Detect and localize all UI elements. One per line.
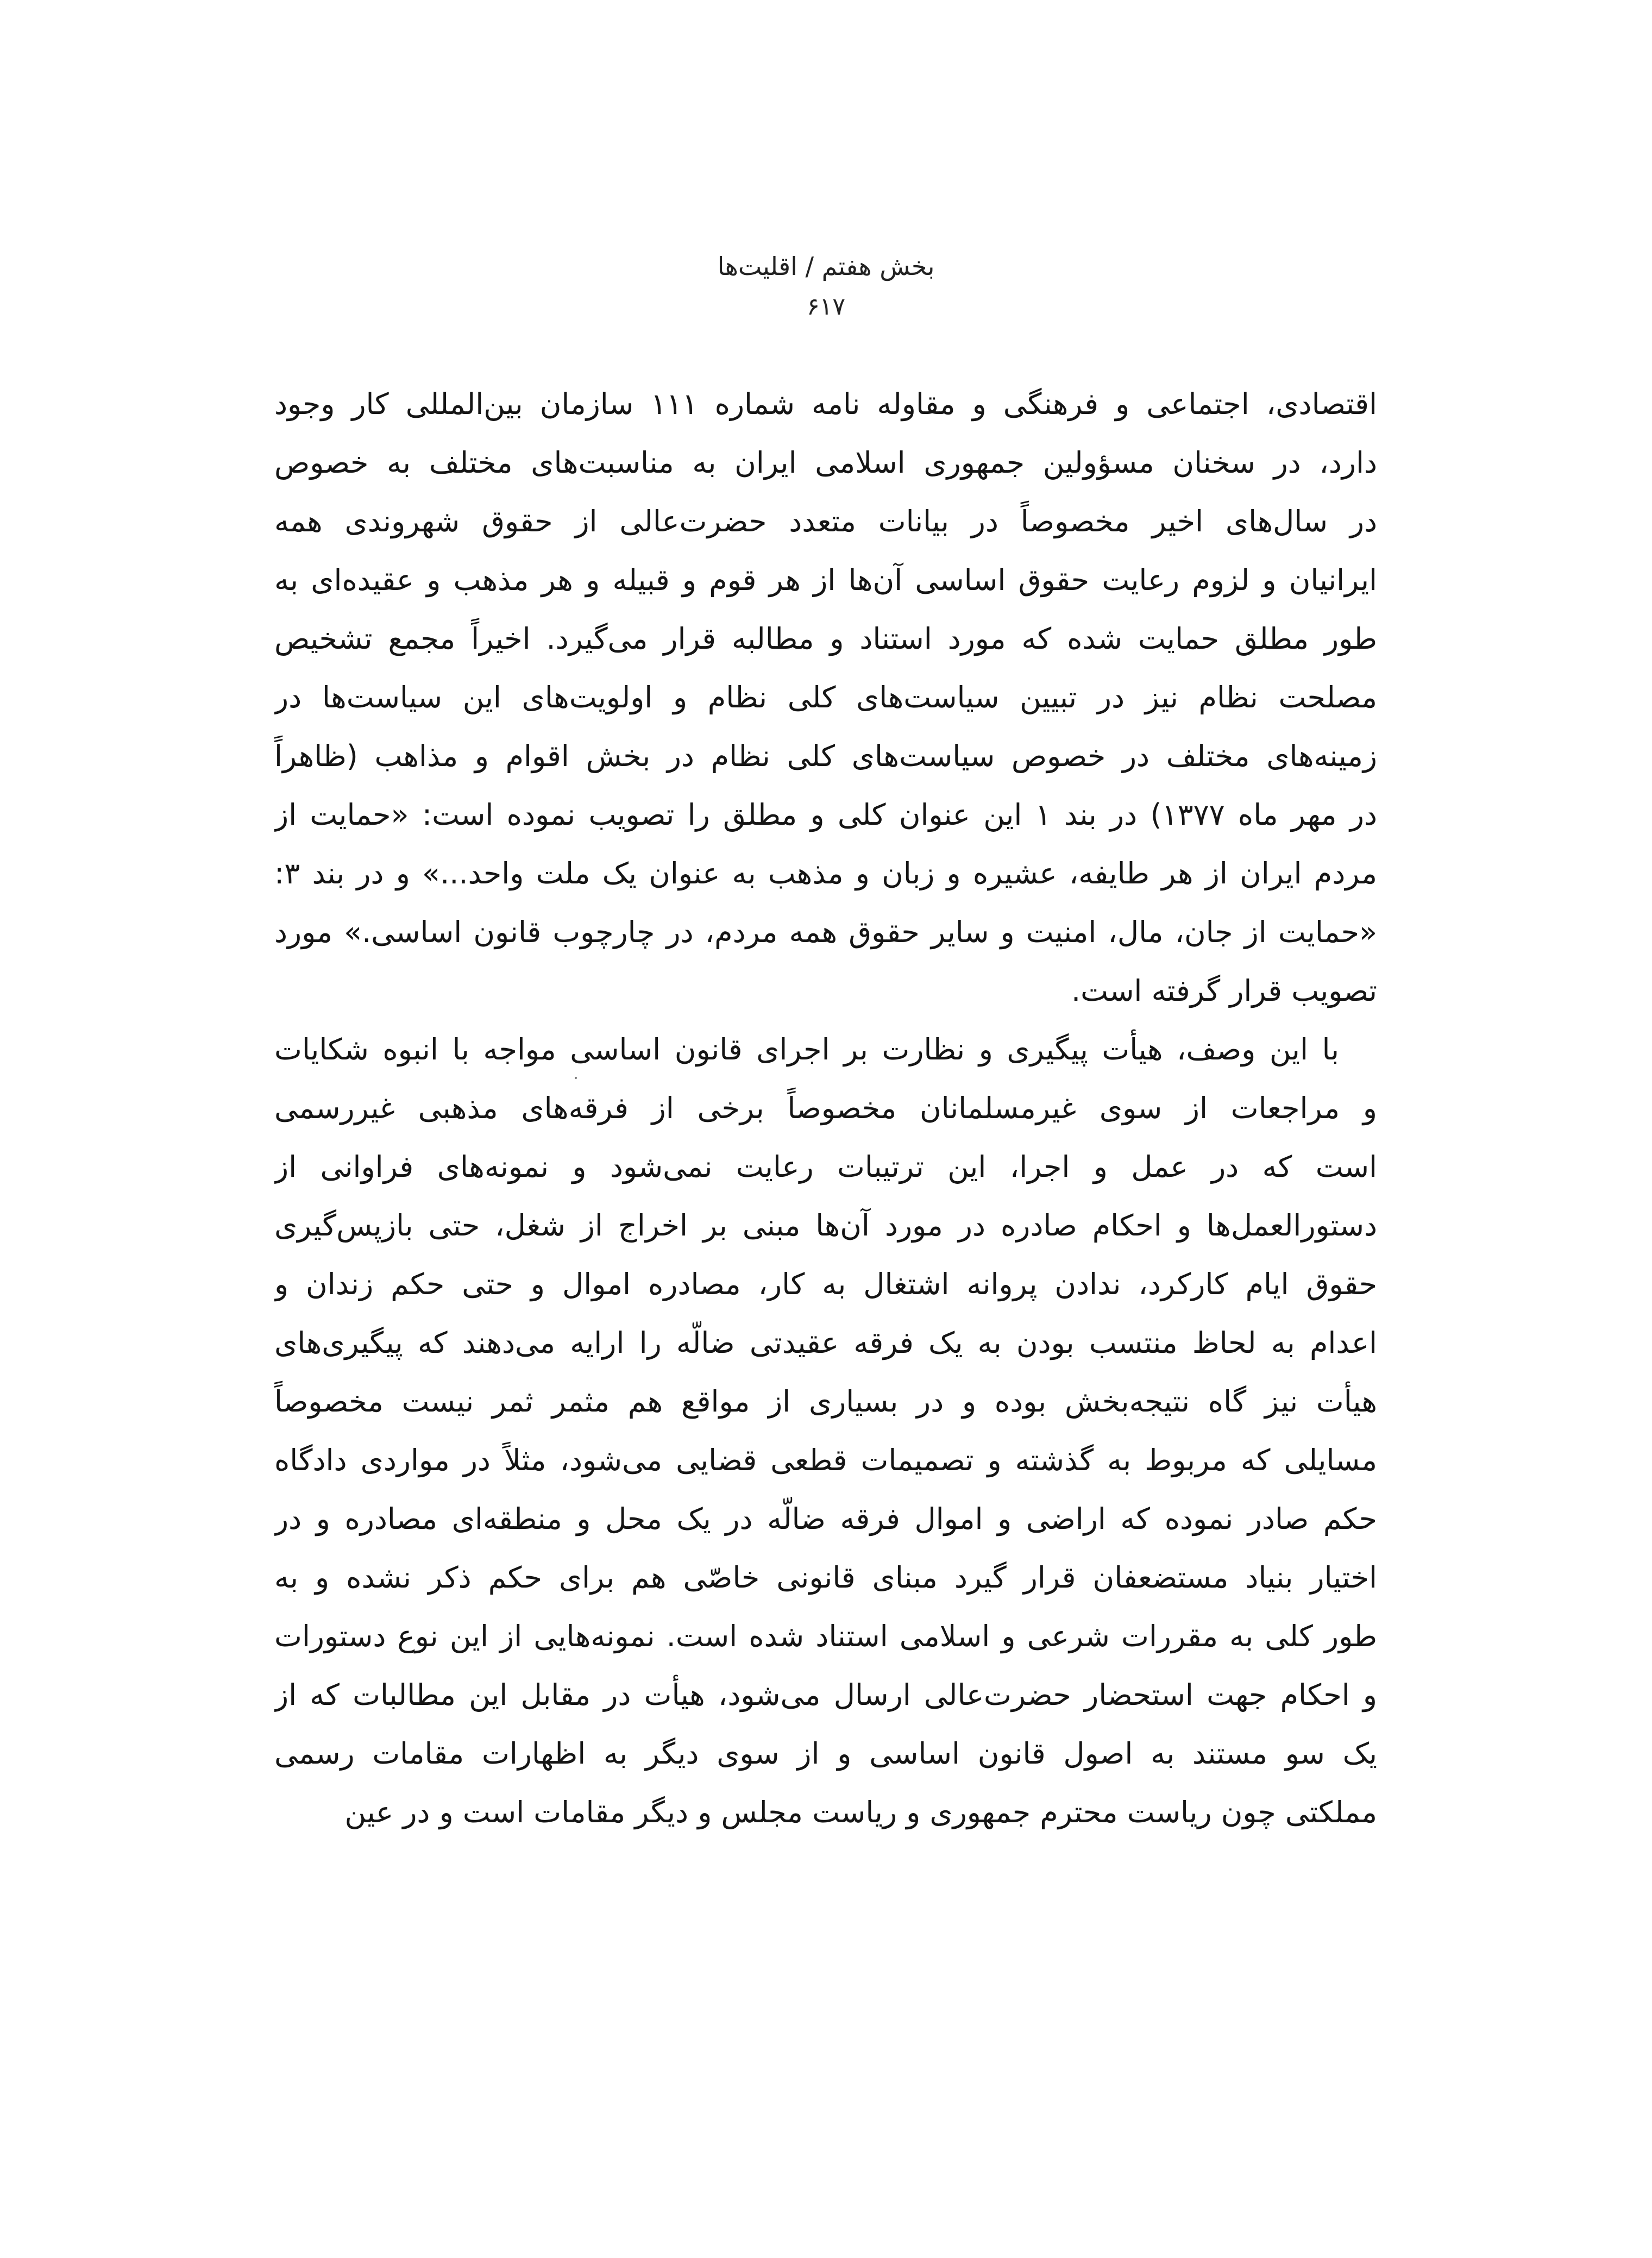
text-line: طور مطلق حمایت شده که مورد استناد و مطالبه قرار می‌گیرد. اخیراً مجمع تشخیص xyxy=(274,622,1377,656)
text-line: حقوق ایام کارکرد، ندادن پروانه اشتغال به کار، مصادره اموال و حتی حکم زندان و xyxy=(274,1267,1377,1301)
text-line: اقتصادی، اجتماعی و فرهنگی و مقاوله نامه شماره ۱۱۱ سازمان بین‌المللی کار وجود xyxy=(274,387,1377,421)
text-line: در سال‌های اخیر مخصوصاً در بیانات متعدد حضرت‌عالی از حقوق شهروندی همه xyxy=(274,504,1377,538)
paragraph-2 xyxy=(274,1020,1377,1842)
paragraph-1 xyxy=(274,375,1377,1020)
text-line: تصویب قرار گرفته است. xyxy=(1071,974,1377,1008)
text-line: هیأت نیز گاه نتیجه‌بخش بوده و در بسیاری از مواقع هم مثمر ثمر نیست مخصوصاً xyxy=(274,1384,1377,1419)
body-text xyxy=(274,375,1377,1842)
text-line: ایرانیان و لزوم رعایت حقوق اساسی آن‌ها از هر قوم و قبیله و هر مذهب و عقیده‌ای به xyxy=(274,563,1377,597)
page-number: ۶۱۷ xyxy=(807,293,845,321)
running-header xyxy=(0,247,1652,325)
text-line: دارد، در سخنان مسؤولین جمهوری اسلامی ایران به مناسبت‌های مختلف به خصوص xyxy=(274,446,1377,480)
text-line: طور کلی به مقررات شرعی و اسلامی استناد شده است. نمونه‌هایی از این نوع دستورات xyxy=(274,1619,1377,1653)
text-line: حکم صادر نموده که اراضی و اموال فرقه ضالّه در یک محل و منطقه‌ای مصادره و در xyxy=(274,1502,1377,1536)
text-line: است که در عمل و اجرا، این ترتیبات رعایت نمی‌شود و نمونه‌های فراوانی از xyxy=(274,1150,1377,1184)
scan-speck xyxy=(575,1077,577,1079)
text-line: مصلحت نظام نیز در تبیین سیاست‌های کلی نظام و اولویت‌های این سیاست‌ها در xyxy=(274,680,1377,714)
text-line: و مراجعات از سوی غیرمسلمانان مخصوصاً برخی از فرقه‌های مذهبی غیررسمی xyxy=(274,1091,1377,1125)
text-line: در مهر ماه ۱۳۷۷) در بند ۱ این عنوان کلی و مطلق را تصویب نموده است: «حمایت از xyxy=(274,798,1377,832)
text-line: با این وصف، هیأت پیگیری و نظارت بر اجرای قانون اساسی مواجه با انبوه شکایات xyxy=(274,1032,1339,1067)
text-line: مسایلی که مربوط به گذشته و تصمیمات قطعی قضایی می‌شود، مثلاً در مواردی دادگاه xyxy=(274,1443,1377,1477)
text-line: اختیار بنیاد مستضعفان قرار گیرد مبنای قانونی خاصّی هم برای حکم ذکر نشده و به xyxy=(274,1560,1377,1595)
text-line: «حمایت از جان، مال، امنیت و سایر حقوق همه مردم، در چارچوب قانون اساسی.» مورد xyxy=(274,915,1377,949)
text-line: اعدام به لحاظ منتسب بودن به یک فرقه عقیدتی ضالّه را ارایه می‌دهند که پیگیری‌های xyxy=(274,1326,1377,1360)
text-line: دستورالعمل‌ها و احکام صادره در مورد آن‌ها مبنی بر اخراج از شغل، حتی بازپس‌گیری xyxy=(274,1208,1377,1243)
text-line: و احکام جهت استحضار حضرت‌عالی ارسال می‌شود، هیأت در مقابل این مطالبات که از xyxy=(274,1678,1377,1712)
text-line: زمینه‌های مختلف در خصوص سیاست‌های کلی نظام در بخش اقوام و مذاهب (ظاهراً xyxy=(274,739,1377,773)
text-line: یک سو مستند به اصول قانون اساسی و از سوی دیگر به اظهارات مقامات رسمی xyxy=(274,1736,1377,1771)
chapter-title: بخش هفتم / اقلیت‌ها xyxy=(717,252,935,281)
text-line: مردم ایران از هر طایفه، عشیره و زبان و مذهب به عنوان یک ملت واحد...» و در بند ۳: xyxy=(274,856,1377,890)
text-line: مملکتی چون ریاست محترم جمهوری و ریاست مجلس و دیگر مقامات است و در عین xyxy=(344,1795,1377,1829)
